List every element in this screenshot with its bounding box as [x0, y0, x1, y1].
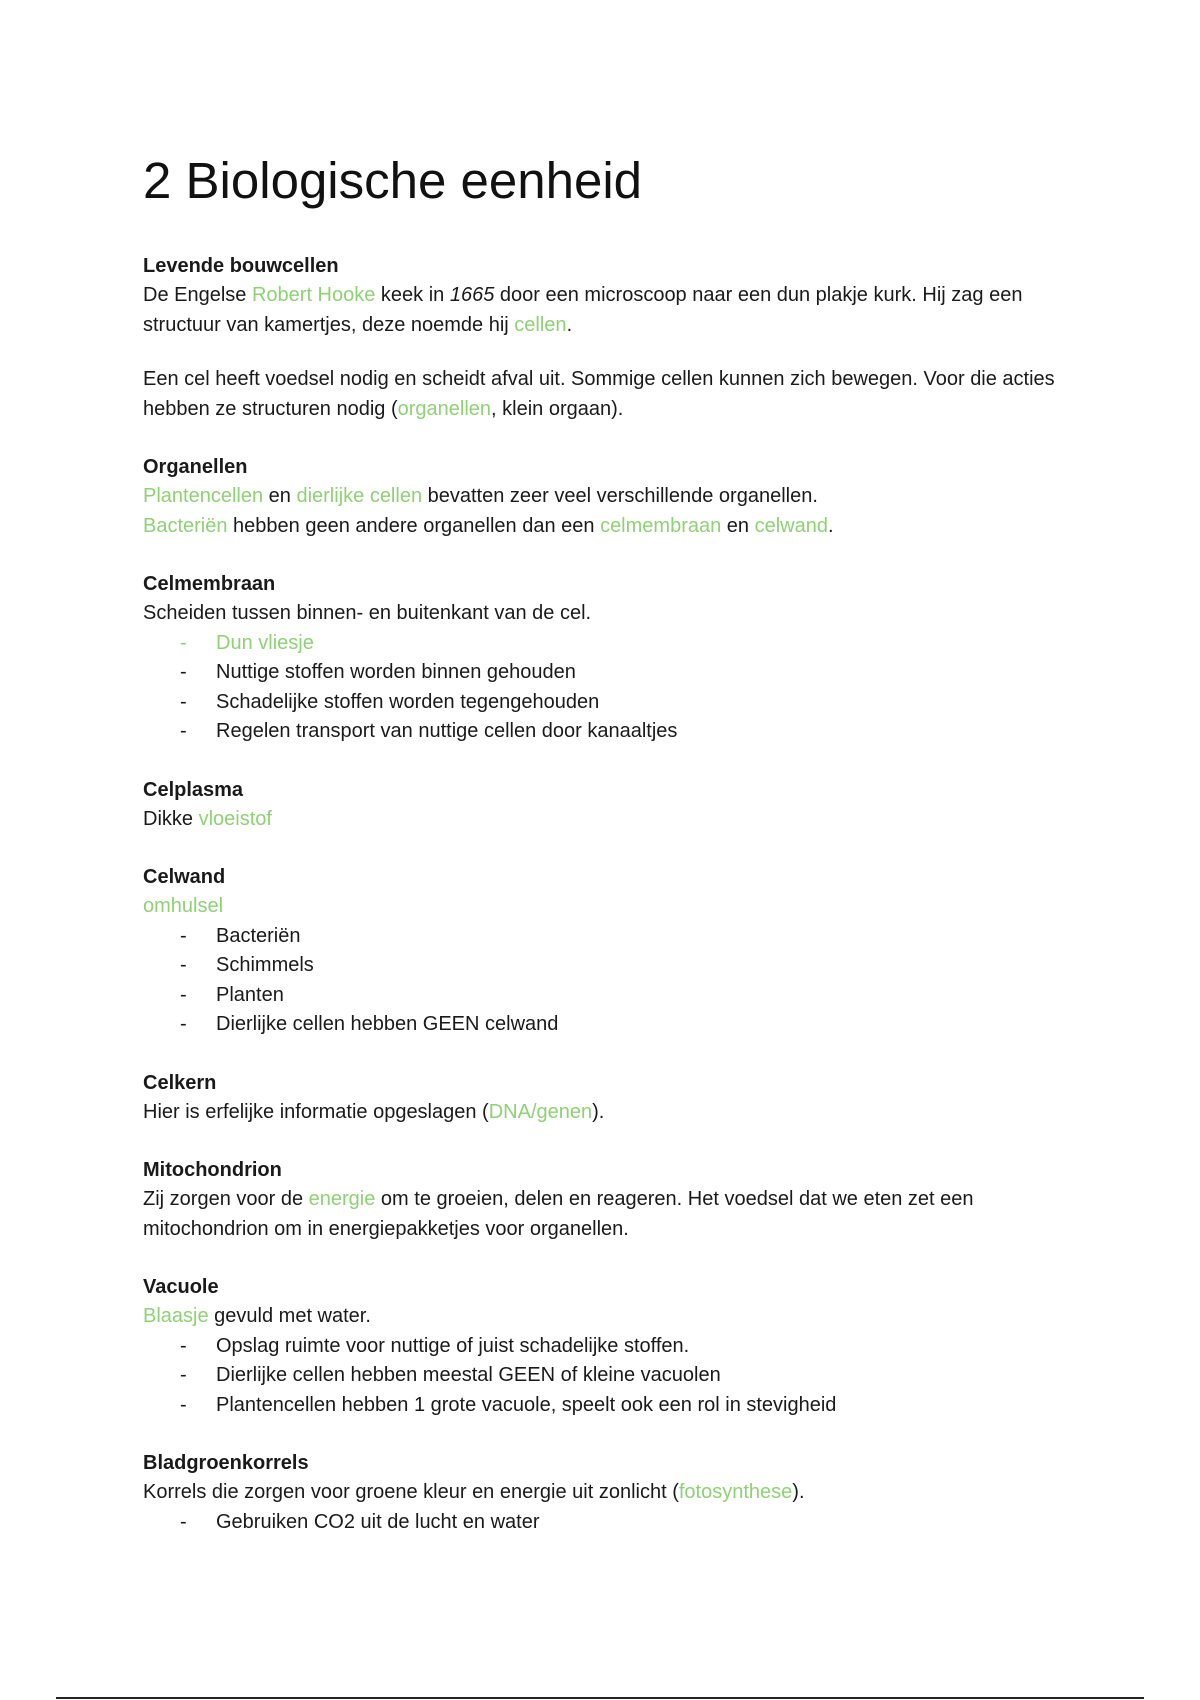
section-celwand — [143, 863, 1073, 1040]
section-mitochondrion — [143, 1156, 1073, 1244]
list-item: - Regelen transport van nuttige cellen door kanaaltjes — [180, 720, 678, 742]
bottom-divider — [56, 1697, 1144, 1699]
paragraph: Scheiden tussen binnen- en buitenkant van de cel. — [143, 602, 592, 624]
paragraph: De Engelse Robert Hooke keek in 1665 door een microscoop naar een dun plakje kurk. Hij zag een structuur van kamertjes, deze noemde hij cellen. — [143, 284, 1023, 336]
highlight-term: celwand — [754, 514, 828, 537]
list-item: - Gebruiken CO2 uit de lucht en water — [180, 1510, 540, 1533]
paragraph: Bacteriën hebben geen andere organellen dan een celmembraan en celwand. — [143, 514, 834, 537]
paragraph: Korrels die zorgen voor groene kleur en energie uit zonlicht (fotosynthese). — [143, 1481, 805, 1503]
highlight-term: cellen — [514, 313, 567, 336]
section-heading: Vacuole — [143, 1276, 219, 1298]
section-heading: Levende bouwcellen — [143, 255, 339, 277]
bullet-list — [143, 1508, 1073, 1538]
paragraph: Plantencellen en dierlijke cellen bevatten zeer veel verschillende organellen. — [143, 485, 818, 507]
highlight-term: Bacteriën — [143, 514, 228, 537]
section-heading: Celwand — [143, 866, 226, 888]
section-heading: Bladgroenkorrels — [143, 1452, 309, 1474]
page-title: 2 Biologische eenheid — [143, 152, 643, 209]
section-celplasma — [143, 776, 1073, 835]
bullet-list — [143, 922, 1073, 1040]
highlight-term: omhulsel — [143, 895, 224, 917]
bullet-list — [143, 629, 1073, 747]
document-page — [143, 148, 1073, 1566]
section-vacuole — [143, 1273, 1073, 1420]
list-item: - Nuttige stoffen worden binnen gehouden — [180, 661, 576, 683]
list-item: - Dun vliesje — [180, 631, 314, 654]
section-heading: Organellen — [143, 456, 248, 478]
section-bladgroenkorrels — [143, 1449, 1073, 1537]
highlight-term: DNA/genen — [488, 1100, 593, 1123]
highlight-term: Blaasje — [143, 1305, 209, 1327]
section-heading: Mitochondrion — [143, 1159, 282, 1181]
list-item: - Schimmels — [180, 954, 314, 976]
paragraph: Een cel heeft voedsel nodig en scheidt afval uit. Sommige cellen kunnen zich bewegen. Voor die acties hebben ze structuren nodig (organellen, klein orgaan). — [143, 368, 1055, 420]
list-item: - Dierlijke cellen hebben meestal GEEN of kleine vacuolen — [180, 1364, 721, 1386]
section-levende-bouwcellen — [143, 252, 1073, 424]
highlight-term: Robert Hooke — [251, 284, 376, 306]
list-item: - Planten — [180, 983, 284, 1006]
paragraph: Hier is erfelijke informatie opgeslagen (DNA/genen). — [143, 1100, 605, 1123]
section-celmembraan — [143, 570, 1073, 747]
paragraph: Zij zorgen voor de energie om te groeien, delen en reageren. Het voedsel dat we eten zet een mitochondrion om in energiepakketjes voor organellen. — [143, 1188, 974, 1240]
year: 1665 — [449, 284, 495, 306]
section-heading: Celmembraan — [143, 573, 276, 595]
section-organellen — [143, 453, 1073, 541]
paragraph: Blaasje gevuld met water. — [143, 1305, 371, 1327]
highlight-term: Plantencellen — [143, 485, 264, 507]
list-item: - Bacteriën — [180, 924, 301, 947]
section-heading: Celplasma — [143, 778, 244, 801]
list-item: - Dierlijke cellen hebben GEEN celwand — [180, 1013, 559, 1035]
highlight-term: energie — [308, 1188, 376, 1210]
list-item: - Plantencellen hebben 1 grote vacuole, speelt ook een rol in stevigheid — [180, 1393, 837, 1416]
highlight-term: fotosynthese — [678, 1481, 793, 1503]
bullet-list — [143, 1332, 1073, 1421]
section-celkern — [143, 1069, 1073, 1128]
list-item: - Opslag ruimte voor nuttige of juist schadelijke stoffen. — [180, 1334, 690, 1357]
highlight-term: celmembraan — [600, 514, 722, 537]
highlight-term: dierlijke cellen — [296, 485, 423, 507]
paragraph: Dikke vloeistof — [143, 807, 272, 830]
list-item: - Schadelijke stoffen worden tegengehouden — [180, 690, 600, 713]
section-heading: Celkern — [143, 1071, 217, 1094]
highlight-term: organellen — [397, 397, 492, 420]
highlight-term: vloeistof — [198, 807, 272, 830]
